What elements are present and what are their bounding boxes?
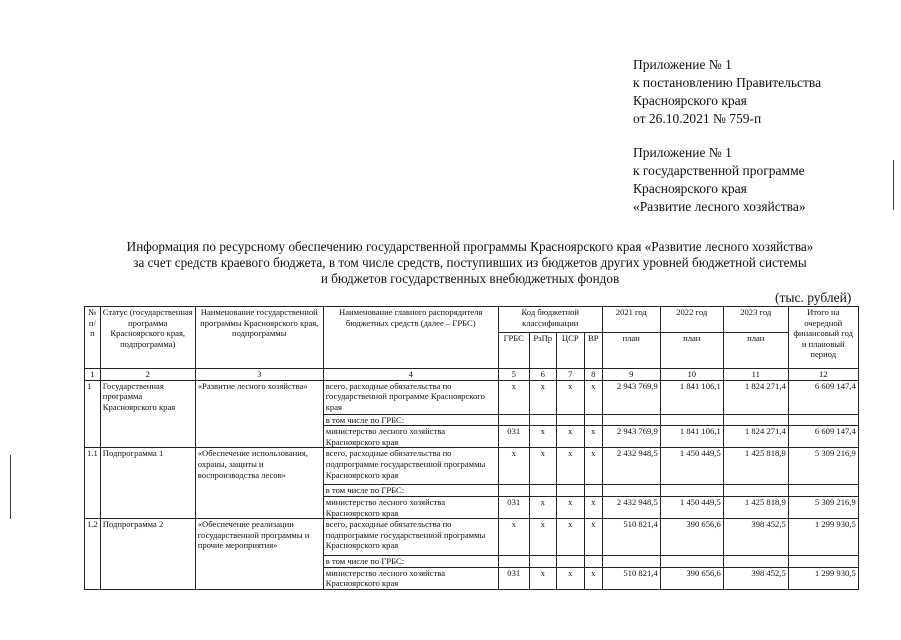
title-line: и бюджетов государственных внебюджетных фондов — [320, 271, 620, 286]
row-amount-cell: 1 450 449,5 — [660, 448, 723, 485]
row-grbs-label: в том числе по ГРБС: — [323, 414, 498, 426]
column-number: 11 — [723, 369, 788, 381]
row-code-cell — [498, 414, 529, 426]
row-code-cell: x — [584, 380, 602, 414]
row-amount-cell: 390 656,6 — [660, 519, 723, 556]
row-amount-cell — [660, 414, 723, 426]
row-amount-cell — [788, 556, 858, 568]
header-num: № п/п — [85, 307, 101, 369]
row-amount-cell — [723, 556, 788, 568]
row-code-cell: x — [529, 519, 556, 556]
column-number: 6 — [529, 369, 556, 381]
row-code-cell — [556, 485, 584, 497]
row-grbs-label: всего, расходные обязательства по подпрограмме государственной программы Красноярского края — [323, 519, 498, 556]
row-amount-cell — [723, 485, 788, 497]
row-code-cell: x — [556, 519, 584, 556]
column-number: 4 — [323, 369, 498, 381]
column-number: 3 — [195, 369, 323, 381]
row-amount-cell: 5 309 216,9 — [788, 448, 858, 485]
row-amount-cell: 510 821,4 — [602, 519, 660, 556]
row-code-cell: x — [498, 448, 529, 485]
row-code-cell: x — [584, 426, 602, 448]
row-number: 1.1 — [85, 448, 101, 519]
row-amount-cell — [723, 414, 788, 426]
row-amount-cell: 510 821,4 — [602, 567, 660, 589]
row-code-cell: 031 — [498, 426, 529, 448]
row-amount-cell: 1 841 106,1 — [660, 426, 723, 448]
row-amount-cell: 1 450 449,5 — [660, 496, 723, 518]
row-grbs-label: министерство лесного хозяйства Красноярского края — [323, 426, 498, 448]
row-code-cell: x — [529, 567, 556, 589]
row-amount-cell: 1 841 106,1 — [660, 380, 723, 414]
row-code-cell: x — [498, 519, 529, 556]
header-grbs: ГРБС — [498, 333, 529, 369]
row-code-cell — [584, 556, 602, 568]
row-program-name: «Обеспечение использования, охраны, защиты и воспроизводства лесов» — [195, 448, 323, 519]
row-number: 1 — [85, 380, 101, 448]
page-edge-mark — [10, 455, 11, 519]
row-code-cell: x — [529, 496, 556, 518]
header-2021: 2021 год — [602, 307, 660, 333]
row-amount-cell: 6 609 147,4 — [788, 426, 858, 448]
header-plan-2021: план — [602, 333, 660, 369]
row-number: 1.2 — [85, 519, 101, 590]
column-number: 10 — [660, 369, 723, 381]
row-amount-cell — [602, 556, 660, 568]
appendix-line: «Развитие лесного хозяйства» — [633, 199, 806, 214]
row-grbs-label: в том числе по ГРБС: — [323, 485, 498, 497]
row-amount-cell — [788, 414, 858, 426]
row-code-cell — [529, 556, 556, 568]
row-amount-cell: 398 452,5 — [723, 567, 788, 589]
row-code-cell: x — [584, 567, 602, 589]
header-plan-2022: план — [660, 333, 723, 369]
table-row — [85, 519, 859, 556]
header-total: Итого на очередной финансовый год и плановый период — [788, 307, 858, 369]
title-line: Информация по ресурсному обеспечению государственной программы Красноярского края «Развитие лесного хозяйства» — [126, 239, 814, 254]
row-code-cell: x — [529, 448, 556, 485]
row-status: Государственная программа Красноярского края — [100, 380, 195, 448]
row-code-cell — [498, 556, 529, 568]
appendix-to-program — [633, 144, 806, 216]
header-vr: ВР — [584, 333, 602, 369]
document-title — [60, 239, 880, 287]
page-edge-mark — [893, 160, 894, 210]
row-code-cell — [556, 414, 584, 426]
row-amount-cell: 1 425 818,9 — [723, 496, 788, 518]
row-grbs-label: всего, расходные обязательства по подпрограмме государственной программы Красноярского края — [323, 448, 498, 485]
appendix-line: Приложение № 1 — [633, 57, 732, 72]
row-amount-cell: 1 824 271,4 — [723, 426, 788, 448]
row-amount-cell: 1 824 271,4 — [723, 380, 788, 414]
row-amount-cell — [660, 556, 723, 568]
row-program-name: «Обеспечение реализации государственной программы и прочие мероприятия» — [195, 519, 323, 590]
column-number: 2 — [100, 369, 195, 381]
row-program-name: «Развитие лесного хозяйства» — [195, 380, 323, 448]
row-code-cell: x — [556, 448, 584, 485]
row-amount-cell: 6 609 147,4 — [788, 380, 858, 414]
units-label: (тыс. рублей) — [775, 290, 852, 305]
row-amount-cell: 1 299 930,5 — [788, 519, 858, 556]
appendix-line: к государственной программе — [633, 163, 805, 178]
row-amount-cell: 398 452,5 — [723, 519, 788, 556]
row-code-cell — [556, 556, 584, 568]
header-csr: ЦСР — [556, 333, 584, 369]
title-line: за счет средств краевого бюджета, в том числе средств, поступивших из бюджетов других уровней бюджетной системы — [133, 255, 807, 270]
header-code: Код бюджетной классификации — [498, 307, 602, 333]
row-amount-cell: 2 943 769,9 — [602, 380, 660, 414]
header-status: Статус (государственная программа Красноярского края, подпрограмма) — [100, 307, 195, 369]
header-2023: 2023 год — [723, 307, 788, 333]
header-rzpr: РзПр — [529, 333, 556, 369]
row-code-cell — [529, 414, 556, 426]
column-number: 5 — [498, 369, 529, 381]
column-number: 1 — [85, 369, 101, 381]
column-number: 8 — [584, 369, 602, 381]
row-amount-cell — [602, 485, 660, 497]
table-row — [85, 448, 859, 485]
row-amount-cell: 2 432 948,5 — [602, 496, 660, 518]
row-code-cell: x — [556, 496, 584, 518]
row-code-cell — [584, 414, 602, 426]
resource-table — [84, 306, 859, 590]
table-row — [85, 380, 859, 414]
row-amount-cell: 1 299 930,5 — [788, 567, 858, 589]
row-status: Подпрограмма 2 — [100, 519, 195, 590]
row-amount-cell: 5 309 216,9 — [788, 496, 858, 518]
header-plan-2023: план — [723, 333, 788, 369]
row-code-cell — [584, 485, 602, 497]
row-grbs-label: министерство лесного хозяйства Красноярского края — [323, 567, 498, 589]
row-grbs-label: всего, расходные обязательства по государственной программе Красноярского края — [323, 380, 498, 414]
row-code-cell: x — [584, 448, 602, 485]
appendix-line: Приложение № 1 — [633, 145, 732, 160]
row-code-cell: 031 — [498, 567, 529, 589]
column-number: 7 — [556, 369, 584, 381]
header-grbs-name: Наименование главного распорядителя бюджетных средств (далее – ГРБС) — [323, 307, 498, 369]
row-code-cell: x — [556, 567, 584, 589]
appendix-line: Красноярского края — [633, 93, 747, 108]
row-code-cell: x — [556, 426, 584, 448]
row-amount-cell: 2 943 769,9 — [602, 426, 660, 448]
row-code-cell: x — [529, 426, 556, 448]
appendix-line: к постановлению Правительства — [633, 75, 822, 90]
row-grbs-label: министерство лесного хозяйства Красноярского края — [323, 496, 498, 518]
column-number: 9 — [602, 369, 660, 381]
row-code-cell: x — [498, 380, 529, 414]
row-amount-cell: 390 656,6 — [660, 567, 723, 589]
table-body — [85, 380, 859, 589]
header-name: Наименование государственной программы Красноярского края, подпрограммы — [195, 307, 323, 369]
row-code-cell: x — [584, 519, 602, 556]
header-2022: 2022 год — [660, 307, 723, 333]
row-code-cell: 031 — [498, 496, 529, 518]
row-code-cell: x — [584, 496, 602, 518]
appendix-line: от 26.10.2021 № 759-п — [633, 111, 762, 126]
appendix-to-decree — [633, 56, 821, 128]
appendix-line: Красноярского края — [633, 181, 747, 196]
row-code-cell: x — [529, 380, 556, 414]
row-grbs-label: в том числе по ГРБС: — [323, 556, 498, 568]
column-number: 12 — [788, 369, 858, 381]
row-code-cell — [529, 485, 556, 497]
row-code-cell: x — [556, 380, 584, 414]
row-code-cell — [498, 485, 529, 497]
row-amount-cell — [660, 485, 723, 497]
row-status: Подпрограмма 1 — [100, 448, 195, 519]
row-amount-cell: 2 432 948,5 — [602, 448, 660, 485]
row-amount-cell — [602, 414, 660, 426]
row-amount-cell: 1 425 818,9 — [723, 448, 788, 485]
row-amount-cell — [788, 485, 858, 497]
